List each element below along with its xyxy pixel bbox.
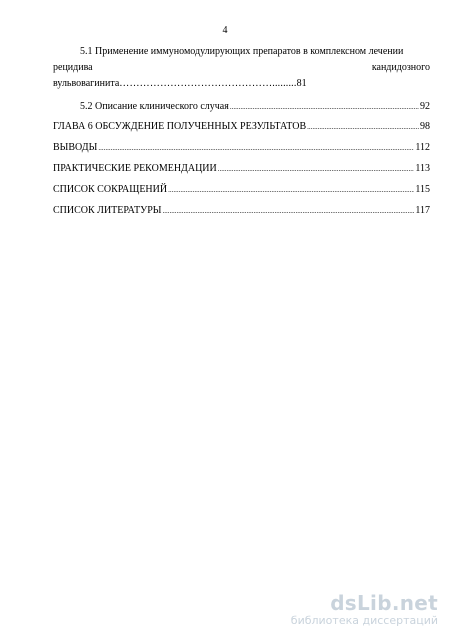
toc-entry-5-1-line2	[53, 60, 430, 76]
toc-leader	[168, 182, 414, 198]
toc-leader	[307, 119, 419, 135]
toc-entry-5-1-page: 81	[296, 78, 307, 89]
toc-entry	[53, 161, 430, 177]
toc-entry-title: ВЫВОДЫ	[53, 142, 98, 153]
toc-entry-page: 98	[420, 121, 430, 132]
toc-entry-5-1-line1: 5.1 Применение иммуномодулирующих препаратов в комплексном лечении	[80, 46, 404, 57]
toc-entry-5-1-dots: ……………………………………….........	[119, 78, 297, 89]
toc-entry-page: 112	[415, 142, 430, 153]
table-of-contents	[53, 44, 430, 219]
toc-entry-title: 5.2 Описание клинического случая	[80, 101, 229, 112]
toc-entry-5-1-word-right: кандидозного	[371, 62, 430, 73]
watermark-subtitle: библиотека диссертаций	[290, 614, 438, 627]
toc-entry-title: ГЛАВА 6 ОБСУЖДЕНИЕ ПОЛУЧЕННЫХ РЕЗУЛЬТАТОВ	[53, 121, 307, 132]
toc-entry-5-1-word-left: рецидива	[53, 62, 93, 73]
toc-entry-5-1-line3	[53, 76, 430, 92]
toc-entry	[53, 203, 430, 219]
watermark-logo: dsLib.net	[330, 591, 438, 615]
toc-leader	[98, 140, 414, 156]
toc-entry	[53, 140, 430, 156]
toc-leader	[163, 203, 415, 219]
toc-entry	[53, 119, 430, 135]
toc-entry-title: СПИСОК СОКРАЩЕНИЙ	[53, 184, 168, 195]
toc-leader	[230, 99, 419, 115]
toc-entry-page: 117	[415, 205, 430, 216]
toc-entry	[53, 182, 430, 198]
page-number: 4	[222, 25, 228, 36]
toc-entry-title: ПРАКТИЧЕСКИЕ РЕКОМЕНДАЦИИ	[53, 163, 217, 174]
toc-leader	[218, 161, 415, 177]
toc-entry-page: 113	[415, 163, 430, 174]
watermark	[268, 592, 438, 627]
toc-entry-5-1-text: вульвовагинита	[53, 78, 120, 89]
toc-entry	[53, 99, 430, 115]
toc-entry-page: 115	[415, 184, 430, 195]
toc-entry-page: 92	[420, 101, 430, 112]
toc-entry-title: СПИСОК ЛИТЕРАТУРЫ	[53, 205, 162, 216]
